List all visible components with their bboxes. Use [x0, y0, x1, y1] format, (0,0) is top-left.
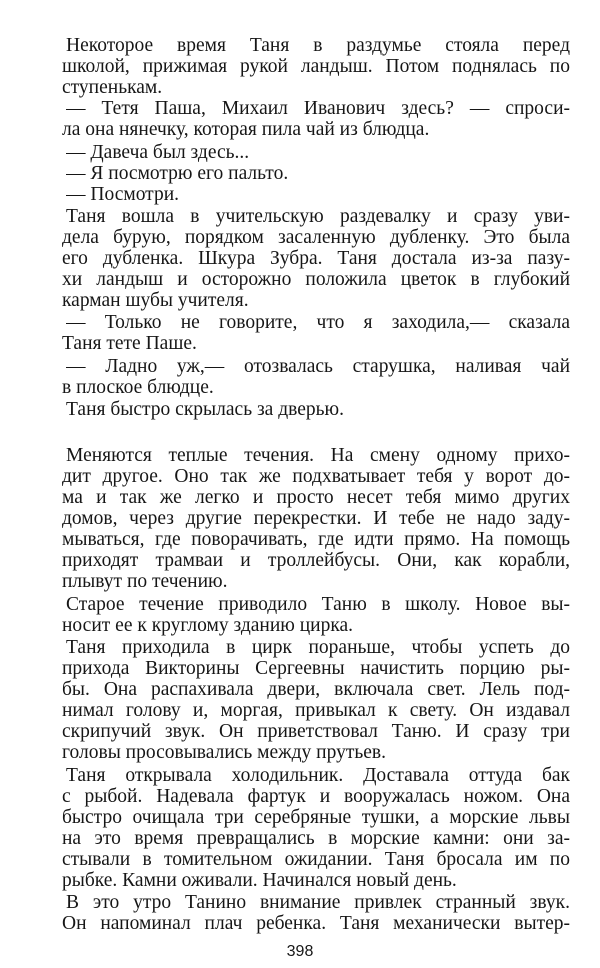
text-line: на это время превращались в морские камни: они за- [62, 828, 570, 849]
text-line: стывали в томительном ожидании. Таня бросала им по [62, 849, 570, 870]
text-line: рыбке. Камни оживали. Начинался новый день. [62, 870, 457, 891]
text-line: Таня открывала холодильник. Доставала оттуда бак [66, 765, 570, 786]
text-line: нимал голову и, моргая, привыкал к свету. Он издавал [62, 700, 570, 721]
text-line: ступенькам. [62, 77, 163, 98]
text-line: дела бурую, порядком засаленную дубленку. Это была [62, 227, 570, 248]
text-line: приходят трамваи и троллейбусы. Они, как корабли, [62, 550, 570, 571]
text-line: дит другое. Оно так же подхватывает тебя у ворот до- [62, 466, 570, 487]
text-line: Таня быстро скрылась за дверью. [66, 399, 344, 420]
text-line: плывут по течению. [62, 571, 228, 592]
text-line: Таня приходила в цирк пораньше, чтобы успеть до [66, 637, 570, 658]
text-line: — Посмотри. [66, 184, 180, 205]
text-line: с рыбой. Надевала фартук и вооружалась ножом. Она [62, 786, 570, 807]
text-line: Старое течение приводило Таню в школу. Новое вы- [66, 594, 570, 615]
text-line: В это утро Танино внимание привлек странный звук. [66, 892, 570, 913]
text-line: карман шубы учителя. [62, 290, 249, 311]
text-line: скрипучий звук. Он приветствовал Таню. И сразу три [62, 721, 570, 742]
text-line: быстро очищала три серебряные тушки, а морские львы [62, 807, 570, 828]
text-line: — Я посмотрю его пальто. [66, 163, 289, 184]
text-line: в плоское блюдце. [62, 377, 214, 398]
text-line: Некоторое время Таня в раздумье стояла перед [66, 35, 570, 56]
text-line: ла она нянечку, которая пила чай из блюдца. [62, 119, 430, 140]
text-line: бы. Она распахивала двери, включала свет. Лель под- [62, 679, 570, 700]
text-line: хи ландыш и осторожно положила цветок в глубокий [62, 269, 570, 290]
text-line: — Только не говорите, что я заходила,— сказала [66, 312, 570, 333]
text-line: — Ладно уж,— отозвалась старушка, наливая чай [66, 356, 570, 377]
text-line: его дубленка. Шкура Зубра. Таня достала из-за пазу- [62, 248, 570, 269]
text-line: Он напоминал плач ребенка. Таня механически вытер- [62, 913, 570, 934]
text-line: школой, прижимая рукой ландыш. Потом поднялась по [62, 56, 570, 77]
text-line: носит ее к круглому зданию цирка. [62, 615, 354, 636]
page-number: 398 [286, 943, 314, 960]
text-line: — Давеча был здесь... [66, 142, 250, 163]
text-line: Таня тете Паше. [62, 333, 197, 354]
text-line: ма и так же легко и просто несет тебя мимо других [62, 487, 570, 508]
text-line: домов, через другие перекрестки. И тебе не надо заду- [62, 508, 570, 529]
text-line: Меняются теплые течения. На смену одному прихо- [66, 445, 570, 466]
text-line: мываться, где поворачивать, где идти прямо. На помощь [62, 529, 570, 550]
text-line: головы просовывались между прутьев. [62, 742, 387, 763]
text-line: прихода Викторины Сергеевны начистить порцию ры- [62, 658, 570, 679]
text-line: Таня вошла в учительскую раздевалку и сразу уви- [66, 206, 570, 227]
text-line: — Тетя Паша, Михаил Иванович здесь? — спроси- [66, 98, 570, 119]
